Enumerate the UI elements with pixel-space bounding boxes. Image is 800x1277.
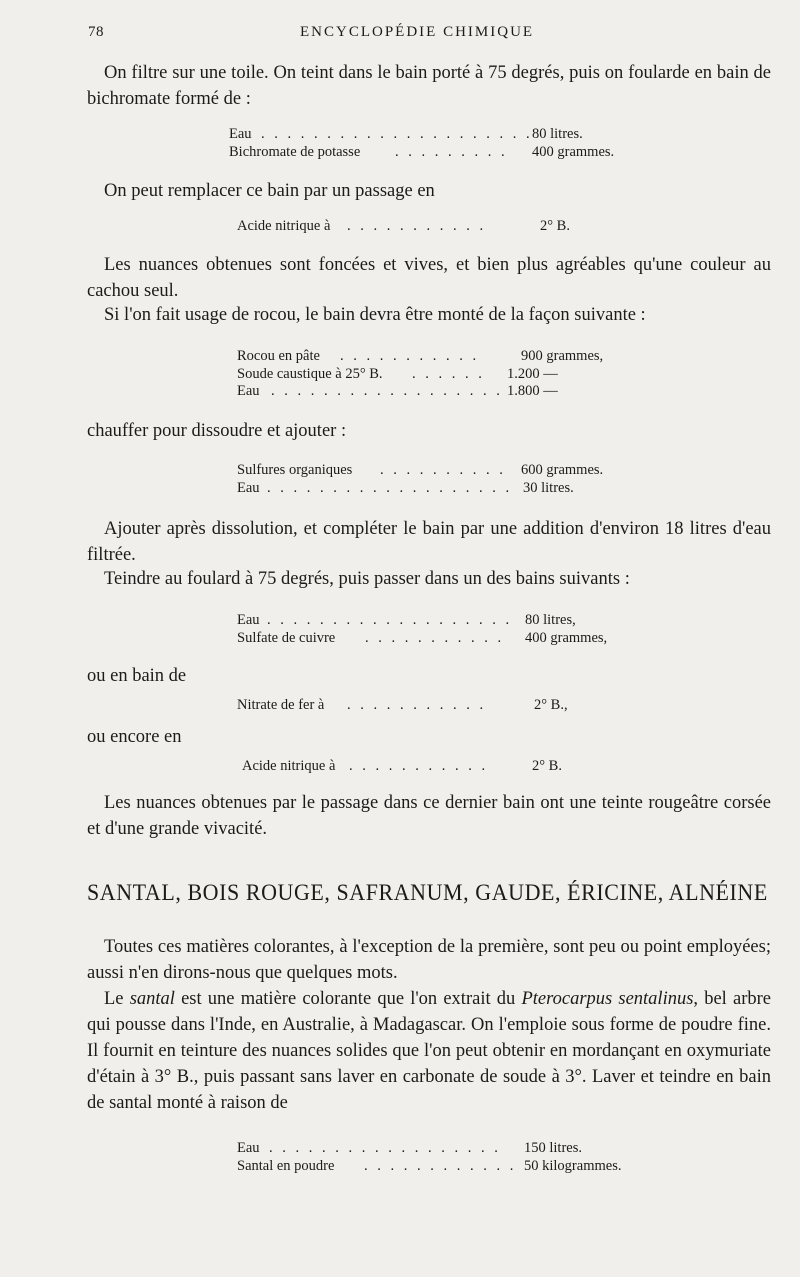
leader-dots: . . . . . . . . . .	[380, 462, 506, 478]
ingredient-quantity: 2° B.	[532, 758, 562, 774]
ingredient-label: Sulfate de cuivre	[237, 629, 336, 646]
leader-dots: . . . . . . . . . . .	[349, 758, 489, 774]
paragraph-ou-encore: ou encore en	[87, 727, 182, 747]
leader-dots: . . . . . . . . . . . . . . . . . . . . .	[261, 126, 533, 142]
ingredient-quantity: 50 kilogrammes.	[524, 1157, 622, 1174]
paragraph-chauffer: chauffer pour dissoudre et ajouter :	[87, 421, 347, 441]
italic-term-santal: santal	[129, 989, 175, 1009]
leader-dots: . . . . . . . . . . . . . . . . . . .	[267, 612, 513, 628]
ingredient-label: Soude caustique à 25° B.	[237, 365, 383, 382]
paragraph-matieres-colorantes: Toutes ces matières colorantes, à l'exception de la première, sont peu ou point employées; aussi n'en dirons-nous que quelques mots.	[87, 937, 771, 983]
leader-dots: . . . . . . . . . . . .	[364, 1157, 517, 1174]
leader-dots: . . . . . . . . . . .	[340, 348, 480, 364]
page-header	[88, 24, 770, 48]
ingredient-quantity: 150 litres.	[524, 1140, 582, 1156]
ingredient-label: Acide nitrique à	[242, 758, 336, 774]
leader-dots: . . . . . . . . . . . . . . . . . .	[269, 1140, 501, 1156]
leader-dots: . . . . . . . . . . . . . . . . . .	[271, 383, 503, 399]
ingredient-quantity: 80 litres,	[525, 612, 576, 628]
leader-dots: . . . . . . . . . . .	[365, 629, 505, 646]
leader-dots: . . . . . . . . . . . . . . . . . . .	[267, 479, 513, 496]
ingredient-quantity: 1.800 —	[507, 383, 558, 399]
ingredient-label: Eau	[229, 126, 252, 142]
text-run: Le	[104, 989, 130, 1009]
ingredient-label: Rocou en pâte	[237, 348, 320, 364]
ingredient-quantity: 2° B.	[540, 218, 570, 234]
paragraph-foularde: On filtre sur une toile. On teint dans le bain porté à 75 degrés, puis on foularde en bain de bichromate formé de :	[87, 63, 771, 109]
paragraph-rocou: Si l'on fait usage de rocou, le bain devra être monté de la façon suivante :	[104, 305, 646, 325]
ingredient-quantity: 1.200 —	[507, 365, 558, 382]
paragraph-ajouter: Ajouter après dissolution, et compléter le bain par une addition d'environ 18 litres d'eau filtrée.	[87, 519, 771, 565]
leader-dots: . . . . . . . . . . .	[347, 218, 487, 234]
ingredient-quantity: 2° B.,	[534, 697, 568, 713]
italic-term-pterocarpus: Pterocarpus sentalinus	[521, 989, 694, 1009]
leader-dots: . . . . . . . . . . .	[347, 697, 487, 713]
running-title: ENCYCLOPÉDIE CHIMIQUE	[300, 24, 535, 40]
ingredient-label: Eau	[237, 383, 260, 399]
ingredient-label: Eau	[237, 612, 260, 628]
paragraph-santal	[87, 986, 771, 1116]
text-run: , bel arbre qui pousse dans l'Inde, en Australie, à Madagascar. On l'emploie sous forme de poudre fine. Il fournit en teinture des nuances solides que l'on peut obtenir en mordançant en oxymuriate d'étain à 3° B., puis passant sans laver en carbonate de soude à 3°. Laver et teindre en bain de santal monté à raison de	[87, 989, 771, 1113]
ingredient-label: Acide nitrique à	[237, 218, 331, 234]
paragraph-nuances-foncees: Les nuances obtenues sont foncées et vives, et bien plus agréables qu'une couleur au cachou seul.	[87, 255, 771, 301]
ingredient-quantity: 900 grammes,	[521, 348, 604, 364]
paragraph-teindre-foulard: Teindre au foulard à 75 degrés, puis passer dans un des bains suivants :	[104, 569, 630, 589]
leader-dots: . . . . . . . . .	[395, 143, 508, 160]
ingredient-quantity: 80 litres.	[532, 126, 583, 142]
ingredient-label: Santal en poudre	[237, 1157, 335, 1174]
ingredient-quantity: 400 grammes.	[532, 143, 615, 160]
ingredient-label: Eau	[237, 1140, 260, 1156]
text-run: est une matière colorante que l'on extrait du	[174, 989, 522, 1009]
leader-dots: . . . . . .	[412, 365, 485, 382]
ingredient-label: Bichromate de potasse	[229, 143, 361, 160]
paragraph-remplacer: On peut remplacer ce bain par un passage en	[104, 181, 435, 201]
paragraph-ou-en-bain: ou en bain de	[87, 666, 187, 686]
ingredient-quantity: 600 grammes.	[521, 462, 604, 478]
paragraph-nuances-rougeatre: Les nuances obtenues par le passage dans ce dernier bain ont une teinte rougeâtre corsée et d'une grande vivacité.	[87, 793, 771, 839]
page-number: 78	[88, 24, 104, 40]
ingredient-label: Sulfures organiques	[237, 462, 353, 478]
ingredient-label: Nitrate de fer à	[237, 697, 325, 713]
ingredient-quantity: 400 grammes,	[525, 629, 608, 646]
section-heading: SANTAL, BOIS ROUGE, SAFRANUM, GAUDE, ÉRICINE, ALNÉINE	[87, 880, 768, 905]
ingredient-quantity: 30 litres.	[523, 479, 574, 496]
ingredient-label: Eau	[237, 479, 260, 496]
